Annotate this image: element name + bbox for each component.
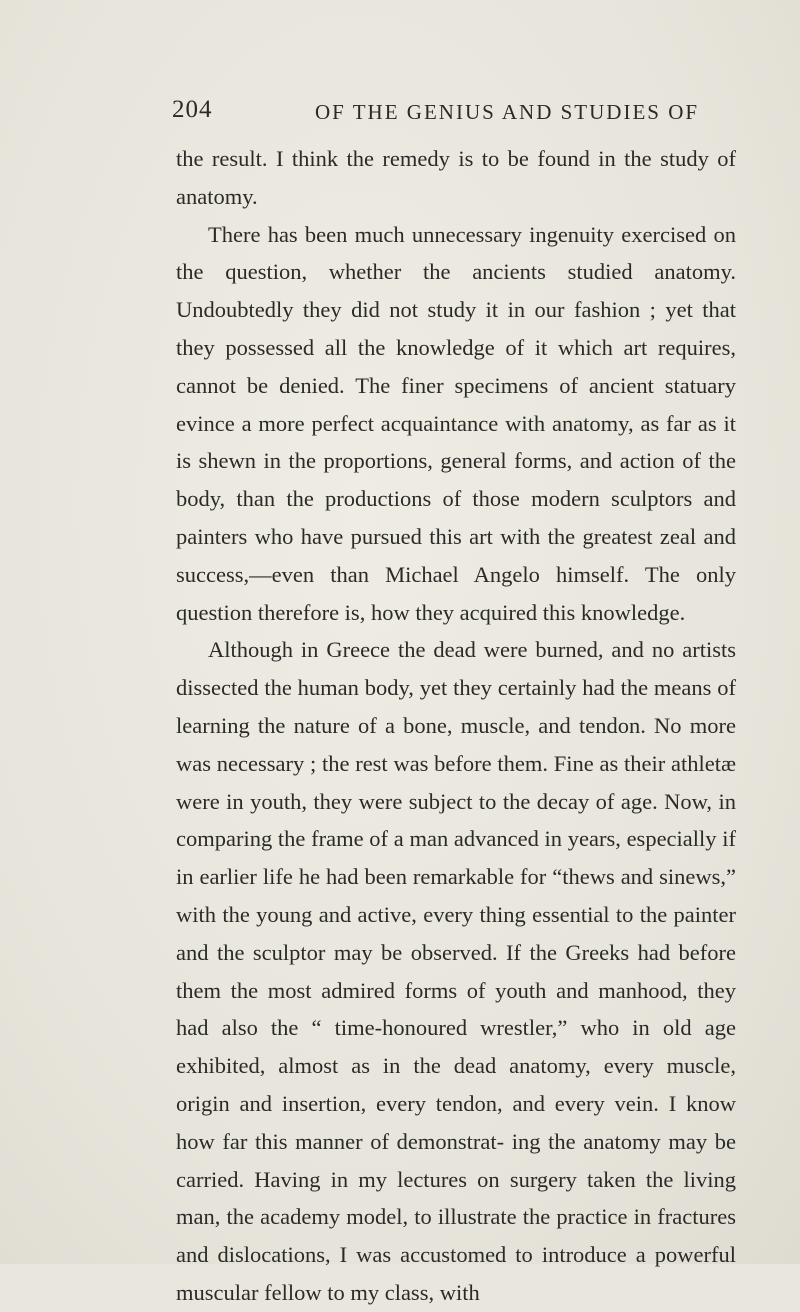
running-head	[172, 96, 732, 128]
running-title: OF THE GENIUS AND STUDIES OF	[315, 100, 700, 124]
paragraph-ancients-anatomy: There has been much unnecessary ingenuity exercised on the question, whether the ancients studied anatomy. Undoubtedly they did not study it in our fashion ; yet that they possessed all the knowledge of it which art requires, cannot be denied. The finer specimens of ancient statuary evince a more perfect acquaintance with anatomy, as far as it is shewn in the proportions, general forms, and action of the body, than the productions of those modern sculptors and painters who have pursued this art with the greatest zeal and success,—even than Michael Angelo himself. The only question therefore is, how they acquired this knowledge.	[176, 221, 736, 625]
page-number: 204	[172, 96, 213, 123]
paragraph-greece-dead: Although in Greece the dead were burned, and no artists dissected the human body, yet they certainly had the means of learning the nature of a bone, muscle, and tendon. No more was necessary ; the rest was before them. Fine as their athletæ were in youth, they were subject to the decay of age. Now, in comparing the frame of a man advanced in years, especially if in earlier life he had been remarkable for “thews and sinews,” with the young and active, every thing essential to the painter and the sculptor may be observed. If the Greeks had before them the most admired forms of youth and manhood, they had also the “ time-honoured wrestler,” who in old age exhibited, almost as in the dead anatomy, every muscle, origin and insertion, every tendon, and every vein. I know how far this manner of demonstrat- ing the anatomy may be carried. Having in my lectures on surgery taken the living man, the academy model, to illustrate the practice in fractures and dislocations, I was accustomed to introduce a powerful muscular fellow to my class, with	[176, 637, 736, 1305]
paragraph-continued: the result. I think the remedy is to be found in the study of anatomy.	[176, 146, 736, 209]
body-text	[176, 140, 736, 1312]
